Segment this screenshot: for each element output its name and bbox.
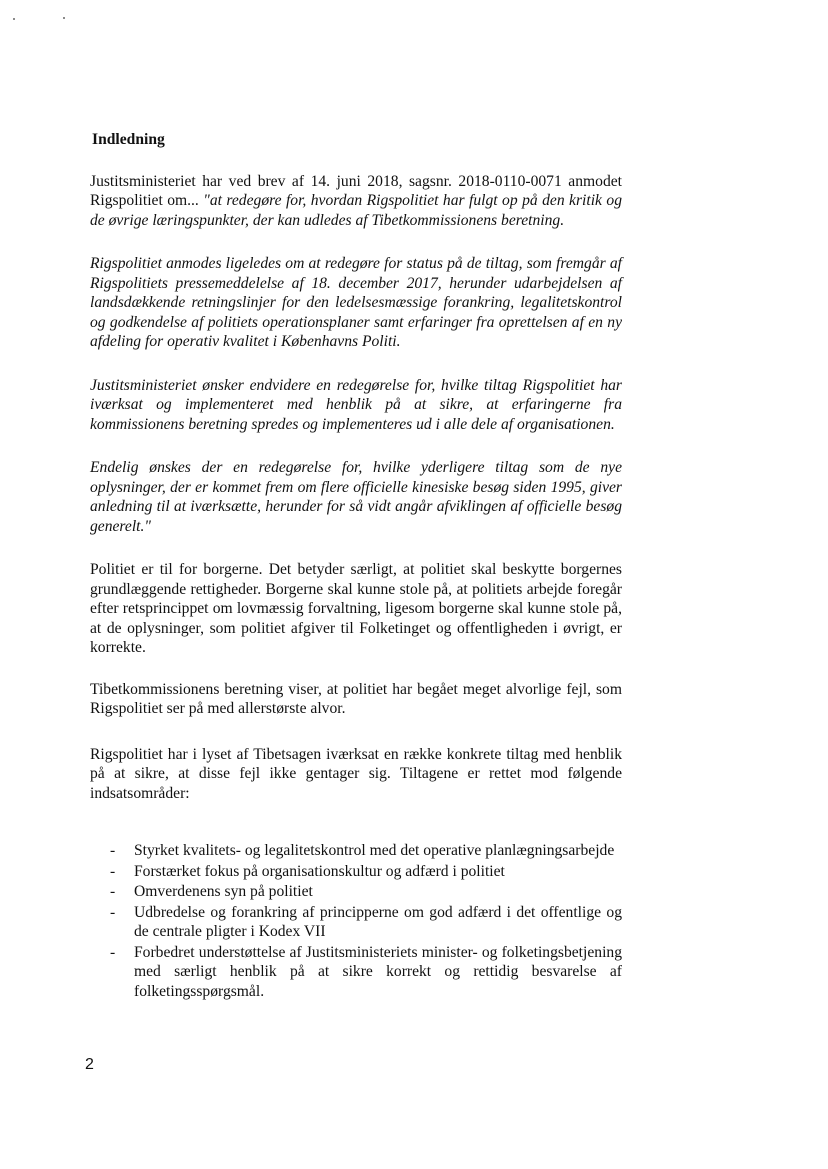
- bullet-dash: -: [110, 903, 116, 921]
- list-item: [90, 882, 622, 902]
- body-paragraph: Politiet er til for borgerne. Det betyder særligt, at politiet skal beskytte borgernes grundlæggende rettigheder. Borgerne skal kunne stole på, at politiets arbejde foregår efter retsprincippet om lovmæssig forvaltning, ligesom borgerne skal kunne stole på, at de oplysninger, som politiet afgiver til Folketinget og offentligheden i øvrigt, er korrekte.: [90, 561, 622, 656]
- body-paragraph: Rigspolitiet har i lyset af Tibetsagen iværksat en række konkrete tiltag med henblik på at sikre, at disse fejl ikke gentager sig. Tiltagene er rettet mod følgende indsatsområder:: [90, 745, 622, 802]
- section-heading: Indledning: [92, 131, 165, 148]
- quote-paragraph: Endelig ønskes der en redegørelse for, hvilke yderligere tiltag som de nye oplysninger, der er kommet frem om flere officielle kinesiske besøg siden 1995, giver anledning til at iværksætte, herunder for så vidt angår afviklingen af officielle besøg generelt.": [90, 459, 622, 535]
- list-item-text: Forbedret understøttelse af Justitsministeriets minister- og folketingsbetjening med særligt henblik på at sikre korrekt og rettidig besvarelse af folketingsspørgsmål.: [134, 943, 622, 1000]
- scan-speck: [63, 17, 65, 19]
- list-item: [90, 862, 622, 882]
- scan-speck: [13, 18, 15, 20]
- list-item: [90, 943, 622, 1002]
- quote-paragraph: Justitsministeriet ønsker endvidere en redegørelse for, hvilke tiltag Rigspolitiet har iværksat og implementeret med henblik på at sikre, at erfaringerne fra kommissionens beretning spredes og implementeres ud i alle dele af organisationen.: [90, 376, 622, 433]
- page-number: 2: [85, 1056, 94, 1073]
- intro-text: Justitsministeriet har ved brev af 14. juni 2018, sagsnr. 2018-0110-0071 anmodet Rigspolitiet om...: [90, 172, 622, 209]
- bullet-dash: -: [110, 943, 116, 961]
- focus-areas-list: [90, 841, 622, 1001]
- body-paragraph: Tibetkommissionens beretning viser, at politiet har begået meget alvorlige fejl, som Rigspolitiet ser på med allerstørste alvor.: [90, 680, 622, 717]
- list-item-text: Styrket kvalitets- og legalitetskontrol med det operative planlægningsarbejde: [134, 842, 615, 859]
- document-body: [90, 130, 622, 1002]
- bullet-dash: -: [110, 883, 116, 900]
- list-item-text: Forstærket fokus på organisationskultur og adfærd i politiet: [134, 862, 505, 880]
- list-item: [90, 903, 622, 942]
- quote-paragraph: Rigspolitiet anmodes ligeledes om at redegøre for status på de tiltag, som fremgår af Rigspolitiets pressemeddelelse af 18. december 2017, herunder udarbejdelsen af landsdækkende retningslinjer for den ledelsesmæssige forankring, legalitetskontrol og godkendelse af politiets operationsplaner samt erfaringer fra oprettelsen af en ny afdeling for operativ kvalitet i Københavns Politi.: [90, 255, 622, 350]
- list-item-text: Udbredelse og forankring af principperne om god adfærd i det offentlige og de centrale pligter i Kodex VII: [134, 903, 622, 940]
- list-item: [90, 841, 622, 861]
- intro-paragraph: [90, 172, 622, 231]
- bullet-dash: -: [110, 842, 116, 859]
- bullet-dash: -: [110, 862, 116, 880]
- intro-quote: "at redegøre for, hvordan Rigspolitiet har fulgt op på den kritik og de øvrige læringspunkter, der kan udledes af Tibetkommissionens beretning.: [90, 192, 622, 229]
- list-item-text: Omverdenens syn på politiet: [134, 883, 313, 900]
